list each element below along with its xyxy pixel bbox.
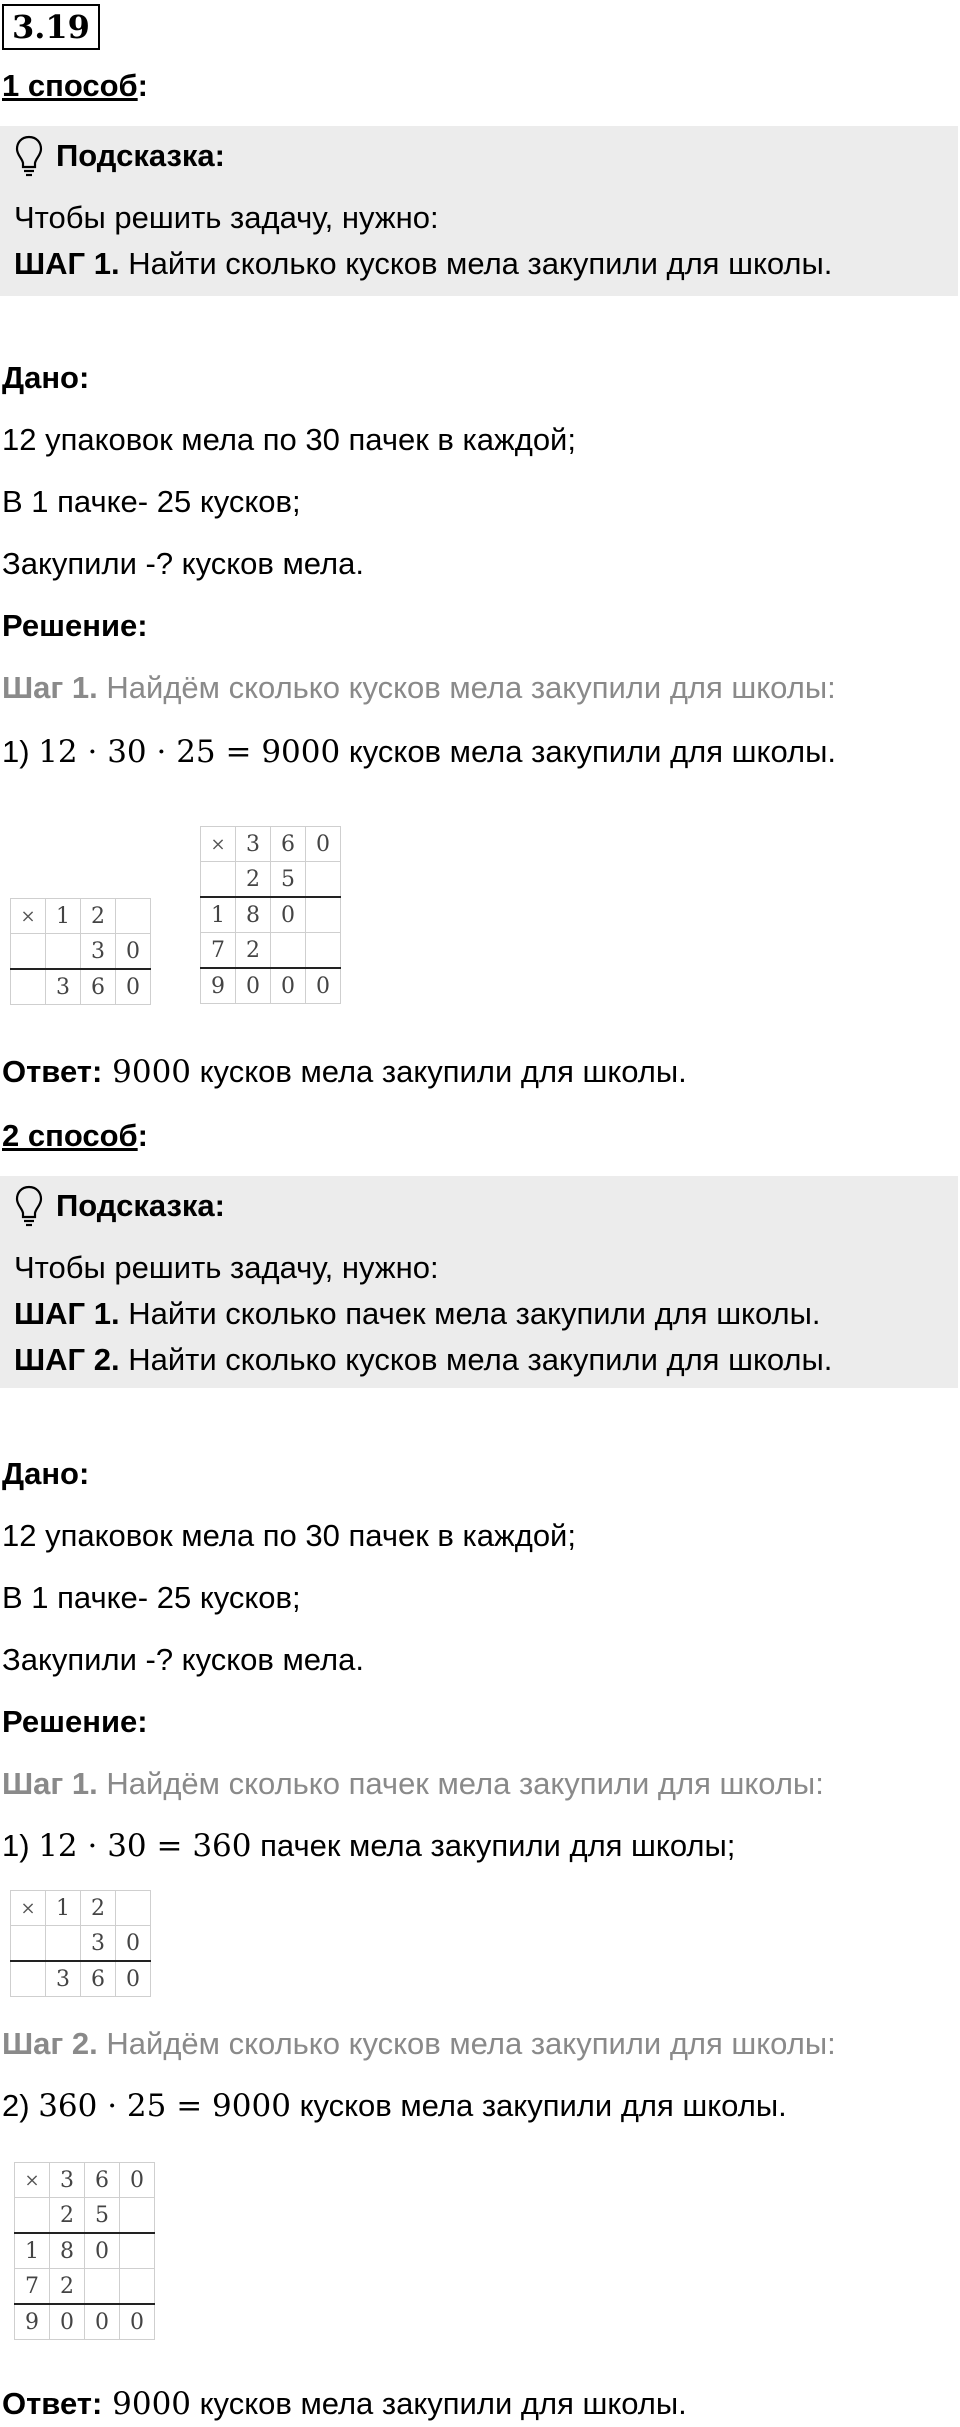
grid-row xyxy=(11,934,151,970)
grid-row xyxy=(11,899,151,934)
grid-digit: 0 xyxy=(50,2304,85,2340)
method2-step1 xyxy=(2,1764,824,1804)
method1-calc1-prefix: 1) xyxy=(2,734,39,769)
grid-row xyxy=(201,862,341,898)
method2-calc2-suffix: кусков мела закупили для школы. xyxy=(290,2088,787,2123)
grid-digit: 3 xyxy=(46,969,81,1005)
method1-step1-label: Шаг 1. xyxy=(2,670,98,705)
method2-hint-step1-label: ШАГ 1. xyxy=(14,1296,120,1331)
grid-digit xyxy=(11,1961,46,1997)
method2-hint-title: Подсказка: xyxy=(56,1188,225,1223)
method1-hint-intro: Чтобы решить задачу, нужно: xyxy=(14,200,439,235)
method2-given-line2: В 1 пачке- 25 кусков; xyxy=(2,1580,301,1615)
grid-digit xyxy=(46,934,81,970)
method2-given-line1: 12 упаковок мела по 30 пачек в каждой; xyxy=(2,1518,576,1553)
grid-row xyxy=(15,2198,155,2234)
grid-digit: 9 xyxy=(201,968,236,1004)
grid-digit: 2 xyxy=(50,2269,85,2305)
grid-digit: 0 xyxy=(120,2163,155,2198)
grid-digit: 0 xyxy=(116,934,151,970)
grid-digit: 1 xyxy=(201,897,236,933)
grid-digit xyxy=(306,897,341,933)
method1-answer-text: кусков мела закупили для школы. xyxy=(191,1054,687,1089)
grid-row xyxy=(11,1891,151,1926)
method2-step2 xyxy=(2,2024,836,2064)
grid-digit xyxy=(46,1926,81,1962)
grid-digit: 3 xyxy=(236,827,271,862)
grid-digit xyxy=(11,934,46,970)
method1-given-line3: Закупили -? кусков мела. xyxy=(2,546,364,581)
method1-calc1 xyxy=(2,732,836,772)
method2-calc1-suffix: пачек мела закупили для школы; xyxy=(251,1828,736,1863)
grid-digit xyxy=(120,2198,155,2234)
method1-answer xyxy=(2,1052,687,1092)
multiply-sign: × xyxy=(11,1891,46,1926)
method2-hint-step2 xyxy=(14,1340,832,1380)
method2-heading-colon: : xyxy=(137,1118,148,1153)
grid-digit: 0 xyxy=(116,1926,151,1962)
method2-calc1-expression: 12 · 30 = 360 xyxy=(38,1828,252,1864)
method1-heading-text: 1 способ xyxy=(2,68,138,103)
method2-grid-12x30 xyxy=(10,1890,151,1997)
grid-row xyxy=(201,827,341,862)
method2-heading xyxy=(2,1116,148,1156)
grid-digit: 7 xyxy=(15,2269,50,2305)
grid-digit: 2 xyxy=(81,899,116,934)
method2-heading-text: 2 способ xyxy=(2,1118,138,1153)
grid-digit xyxy=(201,862,236,898)
method1-heading xyxy=(2,66,148,106)
method2-calc1-prefix: 1) xyxy=(2,1828,39,1863)
grid-digit: 0 xyxy=(120,2304,155,2340)
grid-row xyxy=(15,2269,155,2305)
method1-hint-step1-label: ШАГ 1. xyxy=(14,246,120,281)
method1-answer-label: Ответ: xyxy=(2,1054,103,1089)
grid-digit: 5 xyxy=(85,2198,120,2234)
grid-digit xyxy=(271,933,306,969)
grid-digit xyxy=(120,2233,155,2269)
grid-digit: 2 xyxy=(50,2198,85,2234)
grid-digit: 1 xyxy=(46,899,81,934)
grid-digit: 7 xyxy=(201,933,236,969)
method1-given-line1: 12 упаковок мела по 30 пачек в каждой; xyxy=(2,422,576,457)
grid-digit: 0 xyxy=(116,969,151,1005)
grid-digit: 0 xyxy=(306,827,341,862)
method2-given-line3: Закупили -? кусков мела. xyxy=(2,1642,364,1677)
grid-digit: 2 xyxy=(236,862,271,898)
method1-hint-step1-text: Найти сколько кусков мела закупили для школы. xyxy=(119,246,833,281)
method2-step2-label: Шаг 2. xyxy=(2,2026,98,2061)
grid-row xyxy=(201,933,341,969)
method1-grid-360x25 xyxy=(200,826,341,1004)
grid-digit: 9 xyxy=(15,2304,50,2340)
method2-calc2-prefix: 2) xyxy=(2,2088,39,2123)
grid-digit xyxy=(306,933,341,969)
grid-digit: 5 xyxy=(271,862,306,898)
method2-answer-value: 9000 xyxy=(102,2386,192,2422)
grid-digit: 3 xyxy=(81,934,116,970)
grid-digit: 8 xyxy=(236,897,271,933)
method2-answer-text: кусков мела закупили для школы. xyxy=(191,2386,687,2421)
method2-hint-step2-label: ШАГ 2. xyxy=(14,1342,120,1377)
method1-hint-step1 xyxy=(14,244,832,284)
grid-digit xyxy=(306,862,341,898)
grid-digit: 8 xyxy=(50,2233,85,2269)
grid-digit: 0 xyxy=(236,968,271,1004)
grid-digit: 0 xyxy=(85,2304,120,2340)
method2-calc2-expression: 360 · 25 = 9000 xyxy=(38,2088,291,2124)
grid-row xyxy=(11,1961,151,1997)
method1-hint-title: Подсказка: xyxy=(56,138,225,173)
grid-row xyxy=(11,969,151,1005)
method1-given-line2: В 1 пачке- 25 кусков; xyxy=(2,484,301,519)
grid-row xyxy=(15,2233,155,2269)
method2-hint-step2-text: Найти сколько кусков мела закупили для школы. xyxy=(119,1342,833,1377)
grid-digit: 6 xyxy=(271,827,306,862)
method2-step2-text: Найдём сколько кусков мела закупили для школы: xyxy=(97,2026,836,2061)
grid-row xyxy=(15,2163,155,2198)
method2-step1-label: Шаг 1. xyxy=(2,1766,98,1801)
method1-answer-value: 9000 xyxy=(102,1054,192,1090)
method2-hint-step1 xyxy=(14,1294,821,1334)
grid-digit: 1 xyxy=(15,2233,50,2269)
grid-digit: 0 xyxy=(271,968,306,1004)
method1-hint-box xyxy=(0,126,958,296)
method2-given-title: Дано: xyxy=(2,1456,90,1491)
grid-digit: 0 xyxy=(116,1961,151,1997)
method1-calc1-expression: 12 · 30 · 25 = 9000 xyxy=(38,734,341,770)
method1-step1 xyxy=(2,668,836,708)
method1-grid-12x30 xyxy=(10,898,151,1005)
grid-digit: 0 xyxy=(271,897,306,933)
grid-digit xyxy=(116,899,151,934)
method2-step1-text: Найдём сколько пачек мела закупили для школы: xyxy=(97,1766,824,1801)
grid-row xyxy=(201,897,341,933)
grid-digit: 6 xyxy=(81,1961,116,1997)
grid-row xyxy=(15,2304,155,2340)
method2-hint-step1-text: Найти сколько пачек мела закупили для школы. xyxy=(119,1296,821,1331)
grid-digit xyxy=(85,2269,120,2305)
method1-given-title: Дано: xyxy=(2,360,90,395)
method2-grid-360x25 xyxy=(14,2162,155,2340)
method2-solution-title: Решение: xyxy=(2,1704,148,1739)
method1-solution-title: Решение: xyxy=(2,608,148,643)
grid-digit: 2 xyxy=(236,933,271,969)
method1-calc1-suffix: кусков мела закупили для школы. xyxy=(340,734,836,769)
multiply-sign: × xyxy=(201,827,236,862)
method2-answer xyxy=(2,2384,687,2424)
grid-digit xyxy=(15,2198,50,2234)
grid-digit: 3 xyxy=(50,2163,85,2198)
method1-step1-text: Найдём сколько кусков мела закупили для школы: xyxy=(97,670,836,705)
method2-calc1 xyxy=(2,1826,735,1866)
grid-row xyxy=(11,1926,151,1962)
grid-digit: 6 xyxy=(85,2163,120,2198)
lightbulb-icon xyxy=(14,134,44,178)
multiply-sign: × xyxy=(15,2163,50,2198)
method2-calc2 xyxy=(2,2086,787,2126)
task-number-badge: 3.19 xyxy=(2,4,100,50)
method2-hint-intro: Чтобы решить задачу, нужно: xyxy=(14,1250,439,1285)
multiply-sign: × xyxy=(11,899,46,934)
grid-digit: 6 xyxy=(81,969,116,1005)
method2-hint-box xyxy=(0,1176,958,1388)
grid-digit: 1 xyxy=(46,1891,81,1926)
grid-digit: 3 xyxy=(81,1926,116,1962)
grid-row xyxy=(201,968,341,1004)
grid-digit: 2 xyxy=(81,1891,116,1926)
lightbulb-icon xyxy=(14,1184,44,1228)
grid-digit: 0 xyxy=(306,968,341,1004)
grid-digit xyxy=(11,969,46,1005)
method1-heading-colon: : xyxy=(137,68,148,103)
grid-digit xyxy=(120,2269,155,2305)
method2-answer-label: Ответ: xyxy=(2,2386,103,2421)
grid-digit xyxy=(11,1926,46,1962)
grid-digit: 3 xyxy=(46,1961,81,1997)
grid-digit xyxy=(116,1891,151,1926)
grid-digit: 0 xyxy=(85,2233,120,2269)
